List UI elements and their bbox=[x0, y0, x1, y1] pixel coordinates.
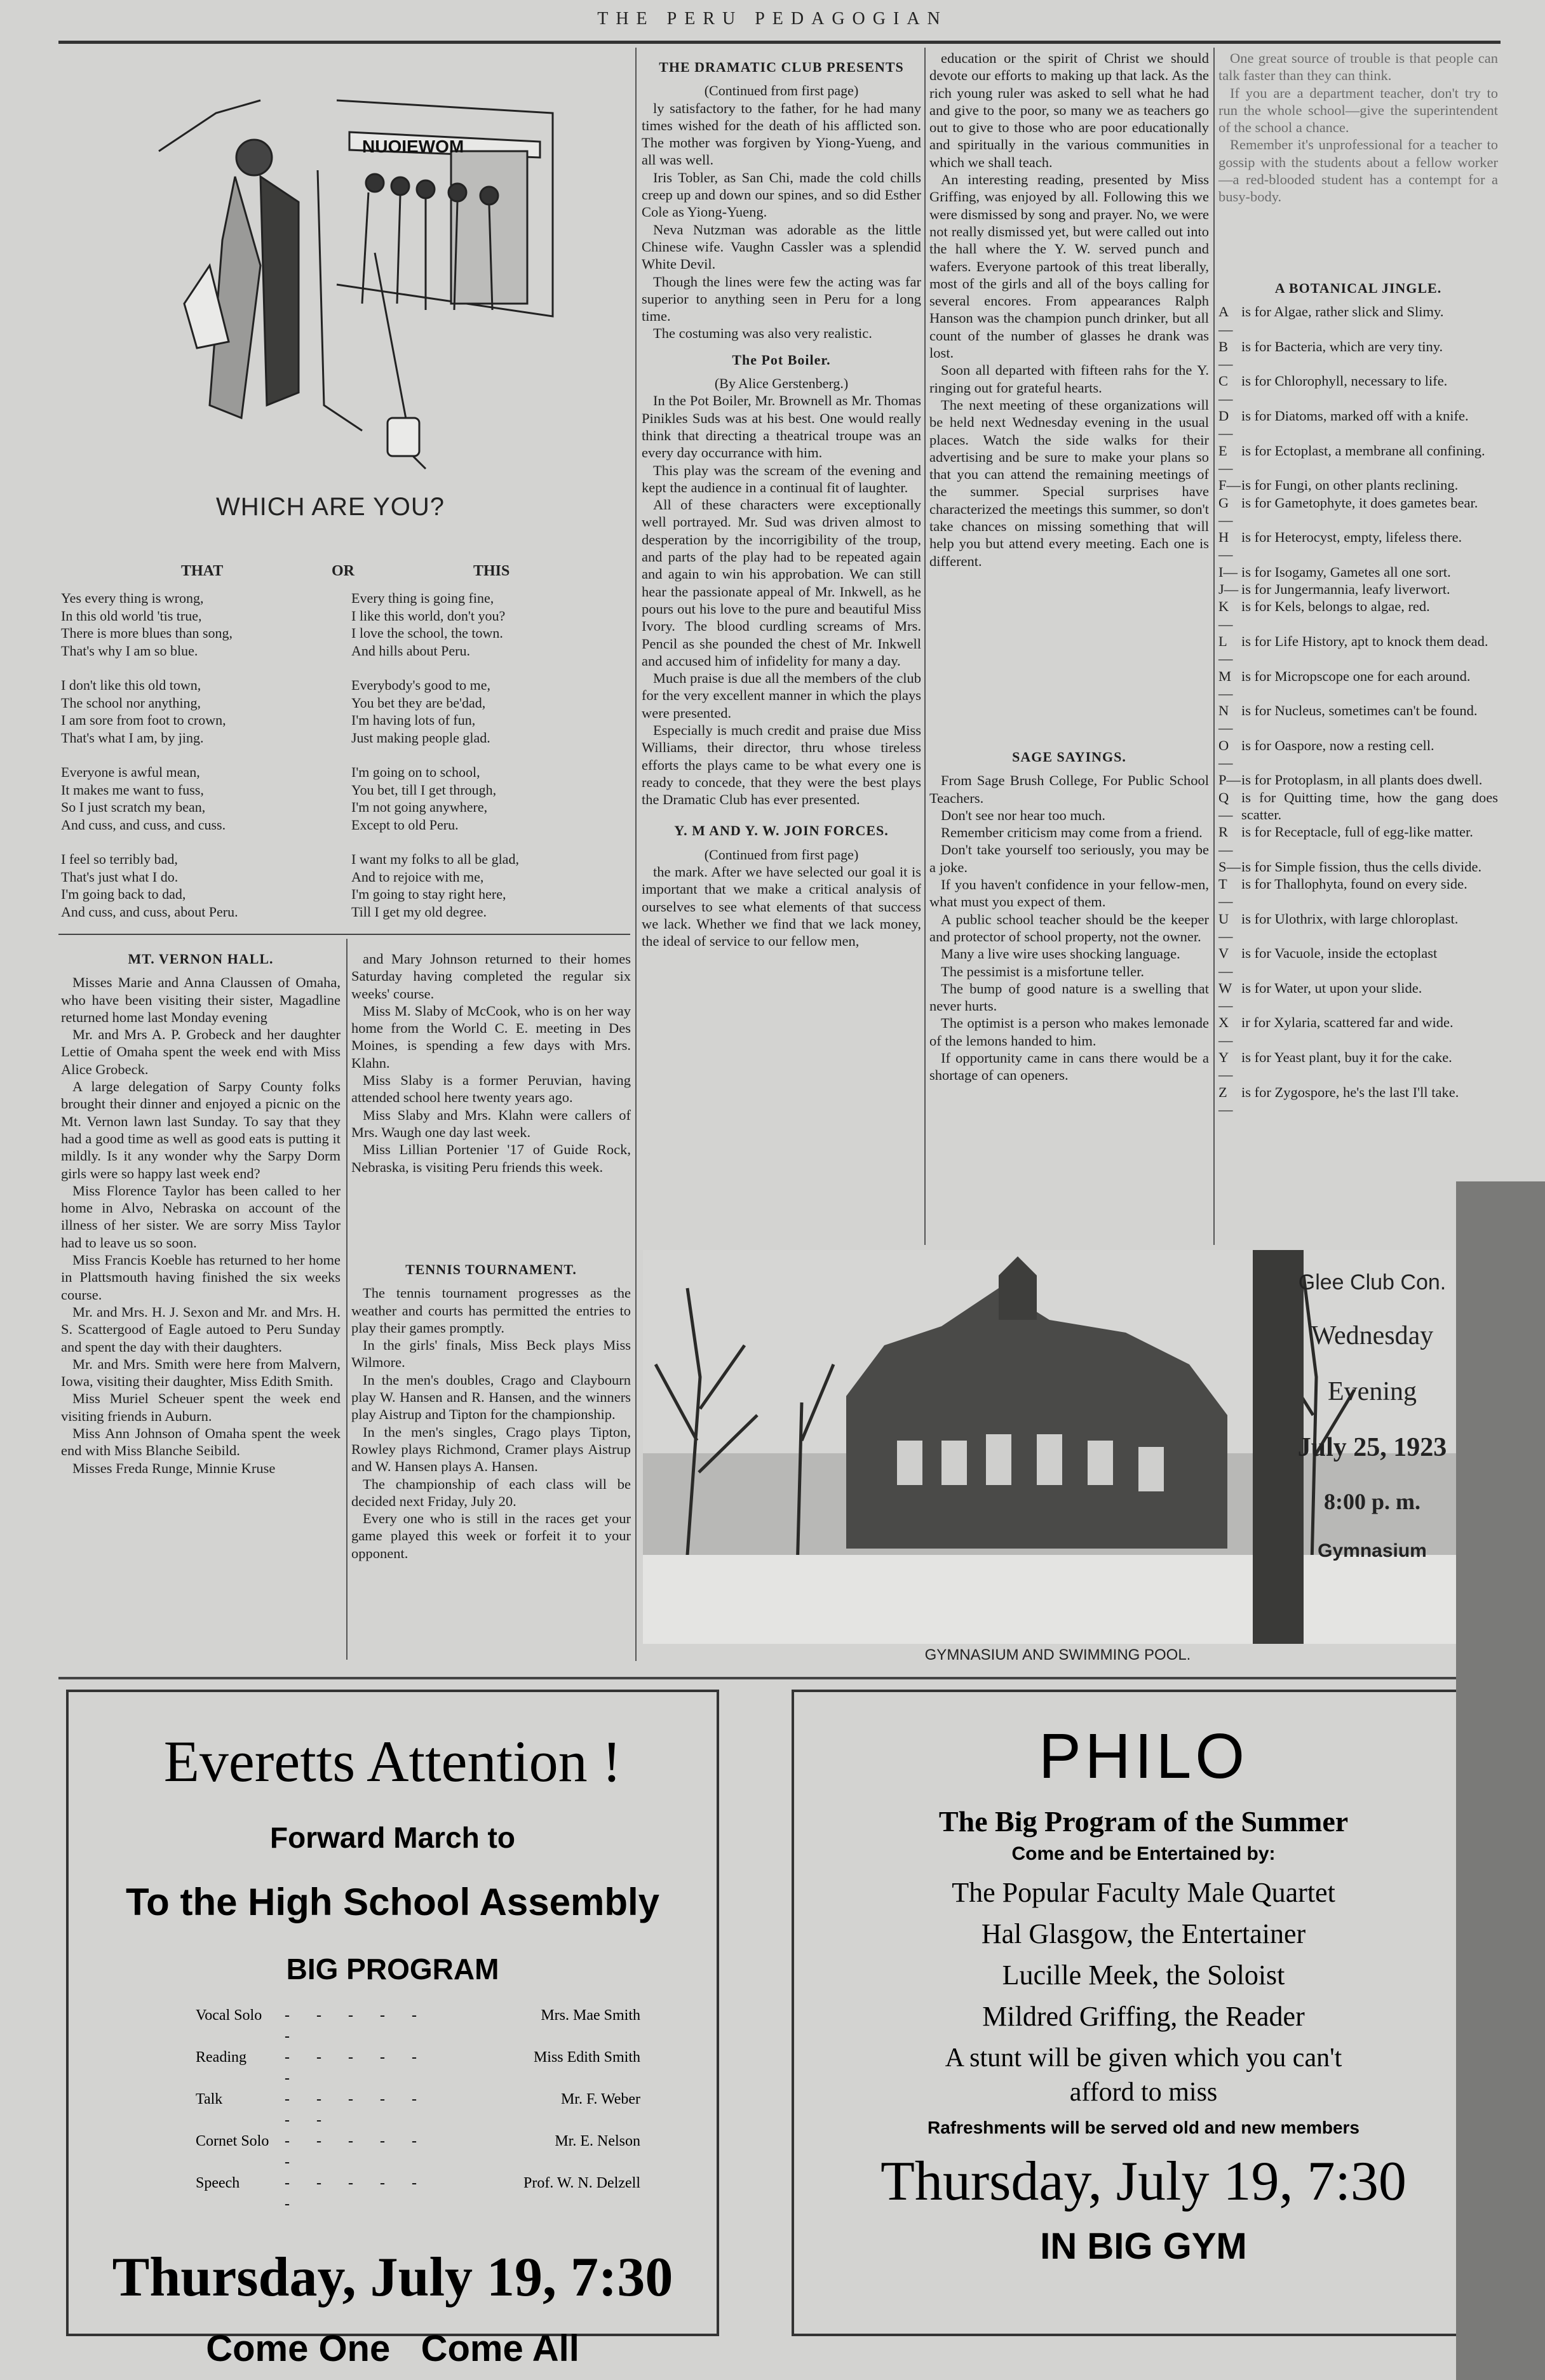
poem-line: That's what I am, by jing. bbox=[61, 729, 204, 746]
jingle-text: is for Vacuole, inside the ectoplast bbox=[1241, 945, 1438, 962]
ymca-continued: (Continued from first page) bbox=[704, 846, 859, 863]
poem-line: I love the school, the town. bbox=[351, 625, 503, 641]
program-label: Talk bbox=[196, 2091, 223, 2108]
program-row bbox=[196, 2047, 640, 2089]
poem-line: Everybody's good to me, bbox=[351, 677, 491, 693]
philo-date: Thursday, July 19, 7:30 bbox=[880, 2151, 1407, 2212]
poem-line: Just making people glad. bbox=[351, 729, 490, 746]
jingle-line bbox=[1218, 598, 1498, 633]
poem-line: You bet, till I get through, bbox=[351, 781, 497, 798]
everetts-title: Everetts Attention ! bbox=[163, 1729, 622, 1794]
mt-vernon-column-1 bbox=[61, 950, 341, 1477]
jingle-letter: Y— bbox=[1218, 1049, 1233, 1083]
poem-line: Everyone is awful mean, bbox=[61, 764, 200, 780]
paragraph: Miss Muriel Scheuer spent the week end visiting friends in Auburn. bbox=[61, 1390, 341, 1424]
poem-line: And to rejoice with me, bbox=[351, 868, 484, 885]
jingle-letter: X— bbox=[1218, 1014, 1233, 1048]
glee-line-4: July 25, 1923 bbox=[1297, 1433, 1447, 1462]
sage-sayings-column bbox=[929, 748, 1209, 1084]
poem-right-title: THIS bbox=[473, 563, 510, 579]
program-list bbox=[196, 2005, 640, 2215]
jingle-text: is for Quitting time, how the gang does scatter. bbox=[1241, 789, 1498, 823]
ymca-continued-column bbox=[929, 50, 1209, 570]
jingle-line bbox=[1218, 633, 1498, 668]
paragraph: the mark. After we have selected our goal it is important that we make a critical analysis of ourselves to see what elements of that success we lack. Whether we find that we lack money, the ideal of service to our fellow men, bbox=[642, 864, 921, 950]
jingle-line bbox=[1218, 372, 1498, 407]
glee-line-5: 8:00 p. m. bbox=[1324, 1489, 1420, 1514]
program-name: Miss Edith Smith bbox=[533, 2049, 640, 2066]
everetts-date: Thursday, July 19, 7:30 bbox=[112, 2247, 673, 2308]
jingle-text: is for Bacteria, which are very tiny. bbox=[1241, 338, 1443, 354]
jingle-heading: A BOTANICAL JINGLE. bbox=[1274, 280, 1442, 296]
jingle-letter: H— bbox=[1218, 529, 1233, 563]
poem-line: Till I get my old degree. bbox=[351, 903, 487, 920]
paragraph: If opportunity came in cans there would be a shortage of can openers. bbox=[929, 1050, 1209, 1084]
poem-line: That's just what I do. bbox=[61, 868, 179, 885]
poem-line: Every thing is going fine, bbox=[351, 590, 494, 606]
jingle-line bbox=[1218, 858, 1498, 875]
paragraph: Iris Tobler, as San Chi, made the cold chills creep up and down our spines, and so did Esther Cole as Yiong-Yueng. bbox=[642, 169, 921, 220]
rule bbox=[58, 1677, 1488, 1679]
poem-stanza bbox=[61, 763, 341, 833]
jingle-line bbox=[1218, 979, 1498, 1014]
jingle-text: is for Fungi, on other plants reclining. bbox=[1241, 477, 1459, 494]
paragraph: Misses Marie and Anna Claussen of Omaha, who have been visiting their sister, Magadline returned home last Monday evening bbox=[61, 974, 341, 1025]
program-label: Speech bbox=[196, 2175, 240, 2191]
program-label: Cornet Solo bbox=[196, 2133, 269, 2149]
paragraph: Miss M. Slaby of McCook, who is on her way home from the World C. E. meeting in Des Moines, is spending a few days with Mrs. Klahn. bbox=[351, 1002, 631, 1071]
paragraph: Miss Slaby is a former Peruvian, having attended school here twenty years ago. bbox=[351, 1072, 631, 1106]
poem-line: Yes every thing is wrong, bbox=[61, 590, 204, 606]
sage-heading: SAGE SAYINGS. bbox=[1012, 749, 1126, 765]
jingle-letter: V— bbox=[1218, 945, 1233, 979]
jingle-letter: F— bbox=[1218, 477, 1241, 494]
jingle-letter: I— bbox=[1218, 563, 1238, 580]
paragraph: If you are a department teacher, don't try to run the whole school—give the superintendent of the school a chance. bbox=[1218, 84, 1498, 136]
poem-line: That's why I am so blue. bbox=[61, 642, 198, 659]
masthead: THE PERU PEDAGOGIAN bbox=[597, 9, 948, 29]
jingle-line bbox=[1218, 668, 1498, 703]
jingle-text: is for Oaspore, now a resting cell. bbox=[1241, 737, 1434, 753]
paragraph: Much praise is due all the members of the club for the very excellent manner in which the plays were presented. bbox=[642, 670, 921, 721]
paragraph: A large delegation of Sarpy County folks brought their dinner and enjoyed a picnic on the Mt. Vernon lawn last Sunday. To say that they had a good time as well as good eats is putting it mildly. Is it any wonder why the Sarpy Dorm girls were so happy last week end? bbox=[61, 1079, 341, 1181]
jingle-text: is for Ulothrix, with large chloroplast. bbox=[1241, 910, 1459, 927]
philo-line-9: Rafreshments will be served old and new members bbox=[928, 2118, 1359, 2137]
jingle-letter: D— bbox=[1218, 408, 1233, 441]
paragraph: In the men's doubles, Crago and Claybourn play W. Hansen and R. Hansen, and the winners play Aistrup and Tipton for the championship. bbox=[351, 1371, 631, 1423]
poem-left-column bbox=[61, 589, 341, 938]
glee-line-2: Wednesday bbox=[1311, 1321, 1434, 1350]
jingle-line bbox=[1218, 771, 1498, 788]
paragraph: In the Pot Boiler, Mr. Brownell as Mr. Thomas Pinikles Suds was at his best. One would really think that directing a theatrical troupe was an every day occurrance with him. bbox=[642, 393, 921, 461]
dramatic-continued: (Continued from first page) bbox=[704, 83, 859, 99]
jingle-letter: T— bbox=[1218, 876, 1233, 910]
program-dots: - - - - - - - bbox=[285, 2091, 428, 2128]
jingle-letter: C— bbox=[1218, 373, 1233, 407]
philo-line-2: Come and be Entertained by: bbox=[1011, 1843, 1276, 1864]
poem-line: I don't like this old town, bbox=[61, 677, 201, 693]
paragraph: Don't see nor hear too much. bbox=[941, 807, 1105, 823]
jingle-line bbox=[1218, 563, 1498, 581]
jingle-letter: N— bbox=[1218, 703, 1233, 736]
everetts-line-3: BIG PROGRAM bbox=[286, 1953, 499, 1986]
paragraph: Though the lines were few the acting was far superior to anything seen in Peru for a long time. bbox=[642, 273, 921, 325]
poem-line: So I just scratch my bean, bbox=[61, 799, 206, 815]
torn-edge bbox=[1456, 1181, 1545, 2380]
mt-vernon-column-2 bbox=[351, 950, 631, 1176]
jingle-letter: E— bbox=[1218, 442, 1233, 476]
jingle-text: is for Diatoms, marked off with a knife. bbox=[1241, 408, 1469, 424]
jingle-letter: O— bbox=[1218, 737, 1233, 771]
jingle-text: is for Kels, belongs to algae, red. bbox=[1241, 598, 1430, 615]
jingle-text: is for Gametophyte, it does gametes bear. bbox=[1241, 494, 1478, 511]
philo-line-1: The Big Program of the Summer bbox=[938, 1805, 1349, 1838]
paragraph: The tennis tournament progresses as the weather and courts has permitted the entries to play their games promptly. bbox=[351, 1285, 631, 1336]
jingle-line bbox=[1218, 1049, 1498, 1084]
poem-line: You bet they are be'dad, bbox=[351, 694, 486, 711]
paragraph: If you haven't confidence in your fellow-men, what must you expect of them. bbox=[929, 877, 1209, 910]
jingle-letter: A— bbox=[1218, 304, 1233, 337]
jingle-text: is for Algae, rather slick and Slimy. bbox=[1241, 304, 1444, 320]
philo-line-4: Hal Glasgow, the Entertainer bbox=[981, 1918, 1306, 1949]
paragraph: Mr. and Mrs. H. J. Sexon and Mr. and Mrs. H. S. Scattergood of Eagle autoed to Peru Sunday and spent the day with their daughters. bbox=[61, 1303, 341, 1355]
jingle-line bbox=[1218, 303, 1498, 338]
jingle-line bbox=[1218, 1014, 1498, 1049]
jingle-line bbox=[1218, 442, 1498, 477]
jingle-line bbox=[1218, 581, 1498, 598]
paragraph: ly satisfactory to the father, for he had many times wished for the death of his afflicted son. The mother was forgiven by Yiong-Yueng, and all was well. bbox=[642, 100, 921, 168]
paragraph: One great source of trouble is that people can talk faster than they can think. bbox=[1218, 50, 1498, 84]
photo-caption: GYMNASIUM AND SWIMMING POOL. bbox=[924, 1646, 1191, 1664]
paragraph: Neva Nutzman was adorable as the little Chinese wife. Vaughn Cassler was a splendid White Devil. bbox=[642, 221, 921, 272]
poem-line: There is more blues than song, bbox=[61, 625, 233, 641]
poem-line: I am sore from foot to crown, bbox=[61, 712, 226, 728]
program-row bbox=[196, 2005, 640, 2047]
jingle-line bbox=[1218, 737, 1498, 772]
tennis-heading: TENNIS TOURNAMENT. bbox=[405, 1261, 577, 1277]
jingle-line bbox=[1218, 789, 1498, 824]
program-row bbox=[196, 2173, 640, 2215]
rule bbox=[58, 934, 630, 935]
paragraph: Mr. and Mrs. Smith were here from Malvern, Iowa, visiting their daughter, Miss Edith Smith. bbox=[61, 1355, 341, 1390]
paragraph: The costuming was also very realistic. bbox=[653, 325, 872, 342]
jingle-letter: K— bbox=[1218, 598, 1233, 632]
paragraph: In the girls' finals, Miss Beck plays Miss Wilmore. bbox=[351, 1337, 631, 1371]
botanical-jingle-column bbox=[1218, 279, 1498, 1118]
poem-line: In this old world 'tis true, bbox=[61, 607, 202, 624]
mt-vernon-heading: MT. VERNON HALL. bbox=[128, 951, 274, 967]
poem-line: I feel so terribly bad, bbox=[61, 851, 178, 867]
jingle-text: is for Receptacle, full of egg-like matter. bbox=[1241, 824, 1473, 840]
jingle-letter: P— bbox=[1218, 772, 1241, 788]
jingle-letter: G— bbox=[1218, 494, 1233, 528]
paragraph: education or the spirit of Christ we should devote our efforts to making up that lack. As the rich young ruler was asked to sell what he had and give to the poor, so many we as teachers go out to give to those who are poor educationally and spiritually in the various communities in which we shall teach. bbox=[929, 50, 1209, 170]
jingle-line bbox=[1218, 407, 1498, 442]
jingle-letter: Q— bbox=[1218, 789, 1233, 823]
jingle-line bbox=[1218, 910, 1498, 945]
paragraph: The bump of good nature is a swelling that never hurts. bbox=[929, 980, 1209, 1014]
masthead-rule bbox=[58, 41, 1501, 44]
philo-title: PHILO bbox=[1038, 1721, 1249, 1792]
paragraph: The next meeting of these organizations will be held next Wednesday evening in the usual places. Watch the side walks for their advertising and be sure to make your plans so that you can attend the remaining meetings of the summer. Special surprises have characterized the meetings this summer, so don't take chances on missing something that will help you but attend every meeting. Each one is different. bbox=[929, 396, 1209, 569]
poem-line: I'm going to stay right here, bbox=[351, 886, 506, 902]
poem-right-column bbox=[351, 589, 631, 938]
jingle-line bbox=[1218, 945, 1498, 979]
jingle-letter: Z— bbox=[1218, 1084, 1233, 1117]
jingle-line bbox=[1218, 1084, 1498, 1119]
ymca-heading: Y. M AND Y. W. JOIN FORCES. bbox=[674, 823, 889, 839]
everetts-line-1: Forward March to bbox=[270, 1821, 515, 1854]
paragraph: Remember it's unprofessional for a teacher to gossip with the students about a fellow worker—a red-blooded student has a contempt for a busy-body. bbox=[1218, 137, 1498, 205]
poem-stanza bbox=[61, 850, 341, 920]
jingle-text: is for Zygospore, he's the last I'll take. bbox=[1241, 1084, 1459, 1100]
paragraph: Don't take yourself too seriously, you may be a joke. bbox=[929, 842, 1209, 875]
poem-line: And cuss, and cuss, about Peru. bbox=[61, 903, 238, 920]
program-dots: - - - - - - bbox=[285, 2175, 428, 2212]
program-dots: - - - - - - bbox=[285, 2133, 428, 2170]
paragraph: Miss Florence Taylor has been called to her home in Alvo, Nebraska on account of the illness of her sister. We are sorry Miss Taylor had to leave us so soon. bbox=[61, 1182, 341, 1251]
jingle-text: ir for Xylaria, scattered far and wide. bbox=[1241, 1014, 1454, 1031]
everetts-ad bbox=[66, 1690, 719, 2369]
philo-line-8: afford to miss bbox=[1069, 2078, 1218, 2107]
paragraph: The optimist is a person who makes lemonade of the lemons handed to him. bbox=[929, 1015, 1209, 1049]
jingle-letter: U— bbox=[1218, 910, 1233, 944]
teacher-tips-column bbox=[1218, 50, 1498, 206]
paragraph: An interesting reading, presented by Miss Griffing, was enjoyed by all. Following this we were dismissed by song and prayer. No, we were not really dismissed yet, but were called out into the hall where the Y. W. served punch and wafers. Everyone partook of this treat liberally, most of the girls and all of the boys calling for several encores. From appearances Ralph Hanson was the champion punch drinker, but all count of the number of glasses he drank was lost. bbox=[929, 171, 1209, 361]
poem-line: I'm having lots of fun, bbox=[351, 712, 476, 728]
poem-or: OR bbox=[332, 563, 354, 579]
program-name: Prof. W. N. Delzell bbox=[523, 2175, 640, 2191]
philo-line-3: The Popular Faculty Male Quartet bbox=[952, 1877, 1335, 1908]
jingle-line bbox=[1218, 338, 1498, 373]
philo-footer: IN BIG GYM bbox=[1040, 2226, 1247, 2267]
jingle-text: is for Nucleus, sometimes can't be found. bbox=[1241, 703, 1478, 719]
poem-line: And hills about Peru. bbox=[351, 642, 470, 659]
paragraph: Miss Lillian Portenier '17 of Guide Rock, Nebraska, is visiting Peru friends this week. bbox=[351, 1141, 631, 1175]
jingle-letter: W— bbox=[1218, 979, 1233, 1014]
philo-line-7: A stunt will be given which you can't bbox=[945, 2043, 1342, 2073]
poem-stanza bbox=[351, 676, 631, 746]
jingle-text: is for Water, ut upon your slide. bbox=[1241, 979, 1422, 996]
pot-boiler-title: The Pot Boiler. bbox=[732, 351, 831, 368]
paragraph: Every one who is still in the races get your game played this week or forfeit it to your opponent. bbox=[351, 1510, 631, 1561]
cartoon-illustration bbox=[95, 75, 584, 494]
poem-stanza bbox=[351, 589, 631, 659]
everetts-line-2: To the High School Assembly bbox=[125, 1881, 660, 1923]
paragraph: Misses Freda Runge, Minnie Kruse bbox=[72, 1460, 276, 1476]
column-rule bbox=[635, 48, 637, 1661]
paragraph: and Mary Johnson returned to their homes Saturday having completed the regular six weeks' course. bbox=[351, 951, 631, 1002]
glee-line-6: Gymnasium bbox=[1318, 1540, 1427, 1561]
poem-line: The school nor anything, bbox=[61, 694, 201, 711]
program-name: Mr. F. Weber bbox=[560, 2091, 640, 2108]
glee-line-1: Glee Club Con. bbox=[1298, 1270, 1447, 1294]
poem-stanza bbox=[351, 850, 631, 920]
paragraph: Miss Francis Koeble has returned to her home in Plattsmouth having finished the six weeks course. bbox=[61, 1252, 341, 1303]
poem-line: I want my folks to all be glad, bbox=[351, 851, 519, 867]
jingle-text: is for Simple fission, thus the cells divide. bbox=[1241, 858, 1482, 875]
jingle-text: is for Ectoplast, a membrane all confining. bbox=[1241, 442, 1485, 459]
illustration-caption: WHICH ARE YOU? bbox=[216, 493, 445, 521]
jingle-letter: R— bbox=[1218, 824, 1233, 857]
paragraph: Many a live wire uses shocking language. bbox=[941, 946, 1180, 962]
poem-line: I'm going back to dad, bbox=[61, 886, 186, 902]
poem-line: And cuss, and cuss, and cuss. bbox=[61, 816, 226, 833]
paragraph: Miss Ann Johnson of Omaha spent the week end with Miss Blanche Seibild. bbox=[61, 1425, 341, 1459]
program-name: Mrs. Mae Smith bbox=[541, 2007, 640, 2024]
paragraph: Soon all departed with fifteen rahs for the Y. ringing out for grateful hearts. bbox=[929, 362, 1209, 396]
dramatic-club-column bbox=[642, 58, 921, 950]
jingle-text: is for Isogamy, Gametes all one sort. bbox=[1241, 563, 1451, 580]
poem-line: It makes me want to fuss, bbox=[61, 781, 204, 798]
jingle-text: is for Jungermannia, leafy liverwort. bbox=[1241, 581, 1450, 598]
paragraph: Miss Slaby and Mrs. Klahn were callers of Mrs. Waugh one day last week. bbox=[351, 1106, 631, 1140]
everetts-footer: Come One Come All bbox=[206, 2328, 579, 2369]
paragraph: The pessimist is a misfortune teller. bbox=[941, 963, 1144, 979]
jingle-text: is for Protoplasm, in all plants does dwell. bbox=[1241, 772, 1483, 788]
jingle-text: is for Micropscope one for each around. bbox=[1241, 668, 1471, 684]
jingle-text: is for Heterocyst, empty, lifeless there. bbox=[1241, 529, 1462, 546]
glee-line-3: Evening bbox=[1328, 1377, 1417, 1406]
illustration-sign: NUOIEWOM bbox=[362, 137, 464, 156]
philo-line-6: Mildred Griffing, the Reader bbox=[982, 2001, 1305, 2032]
program-row bbox=[196, 2131, 640, 2173]
paragraph: A public school teacher should be the keeper and protector of school property, not the owner. bbox=[929, 911, 1209, 945]
program-label: Reading bbox=[196, 2049, 246, 2066]
poem-left-title: THAT bbox=[181, 563, 224, 579]
tennis-column bbox=[351, 1261, 631, 1562]
paragraph: This play was the scream of the evening and kept the audience in a continual fit of laughter. bbox=[642, 462, 921, 495]
jingle-letter: J— bbox=[1218, 581, 1239, 598]
paragraph: Mr. and Mrs A. P. Grobeck and her daughter Lettie of Omaha spent the week end with Miss Alice Grobeck. bbox=[61, 1026, 341, 1077]
column-rule bbox=[346, 939, 347, 1660]
paragraph: From Sage Brush College, For Public School Teachers. bbox=[929, 772, 1209, 806]
program-name: Mr. E. Nelson bbox=[555, 2133, 640, 2149]
poem-stanza bbox=[61, 589, 341, 659]
poem-stanza bbox=[61, 676, 341, 746]
paragraph: All of these characters were exceptionally well portrayed. Mr. Sud was driven almost to desperation by the incorrigibility of the troup, and parts of the play had to be repeated again and again to win his approbation. We can still hear the passionate appeal of Mr. Inkwell, as he pours out his love to the pure and beautiful Miss Ivory. The blood curdling screams of Mrs. Pencil as she pounded the chest of Mr. Inkwell and accused him of infidelity for many a day. bbox=[642, 497, 921, 669]
dramatic-heading: THE DRAMATIC CLUB PRESENTS bbox=[659, 59, 904, 75]
poem-line: I'm not going anywhere, bbox=[351, 799, 488, 815]
paragraph: Remember criticism may come from a friend. bbox=[941, 824, 1203, 841]
poem-stanza bbox=[351, 763, 631, 833]
jingle-text: is for Yeast plant, buy it for the cake. bbox=[1241, 1049, 1452, 1066]
pot-boiler-author: (By Alice Gerstenberg.) bbox=[714, 375, 849, 392]
paragraph: In the men's singles, Crago plays Tipton, Rowley plays Richmond, Cramer plays Aistrup and W. Hansen plays A. Hansen. bbox=[351, 1423, 631, 1475]
program-dots: - - - - - - bbox=[285, 2007, 428, 2045]
column-rule bbox=[1213, 48, 1215, 1245]
glee-club-notice bbox=[1264, 1270, 1480, 1562]
jingle-letter: M— bbox=[1218, 668, 1233, 701]
jingle-line bbox=[1218, 823, 1498, 858]
jingle-text: is for Life History, apt to knock them dead. bbox=[1241, 633, 1488, 649]
jingle-letter: S— bbox=[1218, 858, 1241, 875]
program-row bbox=[196, 2089, 640, 2131]
jingle-line bbox=[1218, 494, 1498, 529]
poem-line: I'm going on to school, bbox=[351, 764, 480, 780]
program-dots: - - - - - - bbox=[285, 2049, 428, 2087]
jingle-line bbox=[1218, 528, 1498, 563]
jingle-line bbox=[1218, 476, 1498, 494]
poem-line: Except to old Peru. bbox=[351, 816, 459, 833]
jingle-line bbox=[1218, 875, 1498, 910]
poem-line: I like this world, don't you? bbox=[351, 607, 506, 624]
jingle-line bbox=[1218, 702, 1498, 737]
jingle-letter: B— bbox=[1218, 338, 1233, 372]
paragraph: Especially is much credit and praise due Miss Williams, their director, thru whose tireless efforts the plays came to be what every one is ready to concede, that they were the best plays the Dramatic Club has ever presented. bbox=[642, 722, 921, 808]
philo-line-5: Lucille Meek, the Soloist bbox=[1002, 1960, 1285, 1991]
philo-ad bbox=[792, 1690, 1495, 2336]
program-label: Vocal Solo bbox=[196, 2007, 262, 2024]
jingle-letter: L— bbox=[1218, 633, 1233, 667]
paragraph: The championship of each class will be decided next Friday, July 20. bbox=[351, 1476, 631, 1509]
column-rule bbox=[924, 48, 926, 1245]
jingle-text: is for Thallophyta, found on every side. bbox=[1241, 876, 1467, 892]
jingle-text: is for Chlorophyll, necessary to life. bbox=[1241, 373, 1448, 389]
